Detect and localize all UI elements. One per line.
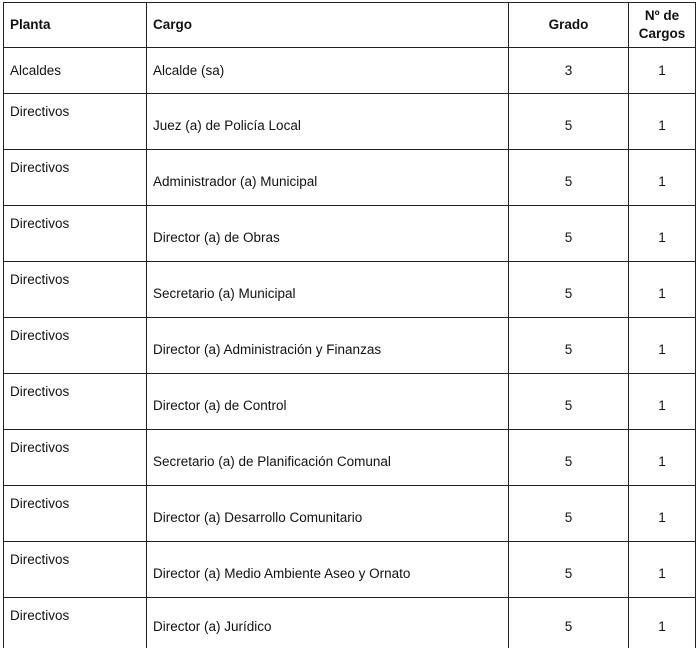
header-num-cargos bbox=[629, 3, 696, 48]
table-row bbox=[4, 262, 696, 318]
cell-cargo: Director (a) Jurídico bbox=[147, 598, 509, 648]
cell-grado: 5 bbox=[509, 598, 629, 648]
cell-num-cargos: 1 bbox=[629, 206, 696, 262]
table-row bbox=[4, 430, 696, 486]
cell-grado: 5 bbox=[509, 486, 629, 542]
cell-planta: Directivos bbox=[4, 598, 147, 648]
cell-grado: 5 bbox=[509, 430, 629, 486]
cell-num-cargos: 1 bbox=[629, 486, 696, 542]
table-row bbox=[4, 150, 696, 206]
table-row bbox=[4, 598, 696, 648]
table-row bbox=[4, 374, 696, 430]
header-cargo: Cargo bbox=[147, 3, 509, 48]
header-num-line2: Cargos bbox=[639, 26, 686, 41]
table-row bbox=[4, 94, 696, 150]
cell-grado: 5 bbox=[509, 150, 629, 206]
cell-cargo: Director (a) de Control bbox=[147, 374, 509, 430]
cell-planta: Directivos bbox=[4, 262, 147, 318]
cell-planta: Directivos bbox=[4, 374, 147, 430]
cell-planta: Directivos bbox=[4, 318, 147, 374]
cell-grado: 5 bbox=[509, 374, 629, 430]
cell-num-cargos: 1 bbox=[629, 94, 696, 150]
cell-num-cargos: 1 bbox=[629, 598, 696, 648]
table-row bbox=[4, 318, 696, 374]
cell-num-cargos: 1 bbox=[629, 374, 696, 430]
cell-planta: Directivos bbox=[4, 94, 147, 150]
cell-planta: Directivos bbox=[4, 150, 147, 206]
cell-planta: Directivos bbox=[4, 206, 147, 262]
cell-num-cargos: 1 bbox=[629, 150, 696, 206]
table-row bbox=[4, 206, 696, 262]
table-row bbox=[4, 542, 696, 598]
header-grado: Grado bbox=[509, 3, 629, 48]
cell-planta: Alcaldes bbox=[4, 48, 147, 94]
cell-grado: 5 bbox=[509, 542, 629, 598]
table-row bbox=[4, 486, 696, 542]
cell-cargo: Director (a) Administración y Finanzas bbox=[147, 318, 509, 374]
cell-num-cargos: 1 bbox=[629, 318, 696, 374]
cell-num-cargos: 1 bbox=[629, 262, 696, 318]
cell-cargo: Secretario (a) Municipal bbox=[147, 262, 509, 318]
cargos-table bbox=[3, 2, 696, 648]
cell-cargo: Director (a) de Obras bbox=[147, 206, 509, 262]
header-planta: Planta bbox=[4, 3, 147, 48]
cell-cargo: Director (a) Desarrollo Comunitario bbox=[147, 486, 509, 542]
cell-num-cargos: 1 bbox=[629, 430, 696, 486]
cell-planta: Directivos bbox=[4, 486, 147, 542]
cell-planta: Directivos bbox=[4, 542, 147, 598]
cell-grado: 5 bbox=[509, 318, 629, 374]
cell-cargo: Secretario (a) de Planificación Comunal bbox=[147, 430, 509, 486]
cell-num-cargos: 1 bbox=[629, 542, 696, 598]
cell-cargo: Alcalde (sa) bbox=[147, 48, 509, 94]
cell-num-cargos: 1 bbox=[629, 48, 696, 94]
cell-planta: Directivos bbox=[4, 430, 147, 486]
cell-cargo: Administrador (a) Municipal bbox=[147, 150, 509, 206]
header-row bbox=[4, 3, 696, 48]
cell-grado: 3 bbox=[509, 48, 629, 94]
header-num-line1: Nº de bbox=[645, 8, 679, 23]
cell-cargo: Juez (a) de Policía Local bbox=[147, 94, 509, 150]
cell-grado: 5 bbox=[509, 206, 629, 262]
cell-cargo: Director (a) Medio Ambiente Aseo y Ornato bbox=[147, 542, 509, 598]
table-row bbox=[4, 48, 696, 94]
cell-grado: 5 bbox=[509, 94, 629, 150]
cell-grado: 5 bbox=[509, 262, 629, 318]
